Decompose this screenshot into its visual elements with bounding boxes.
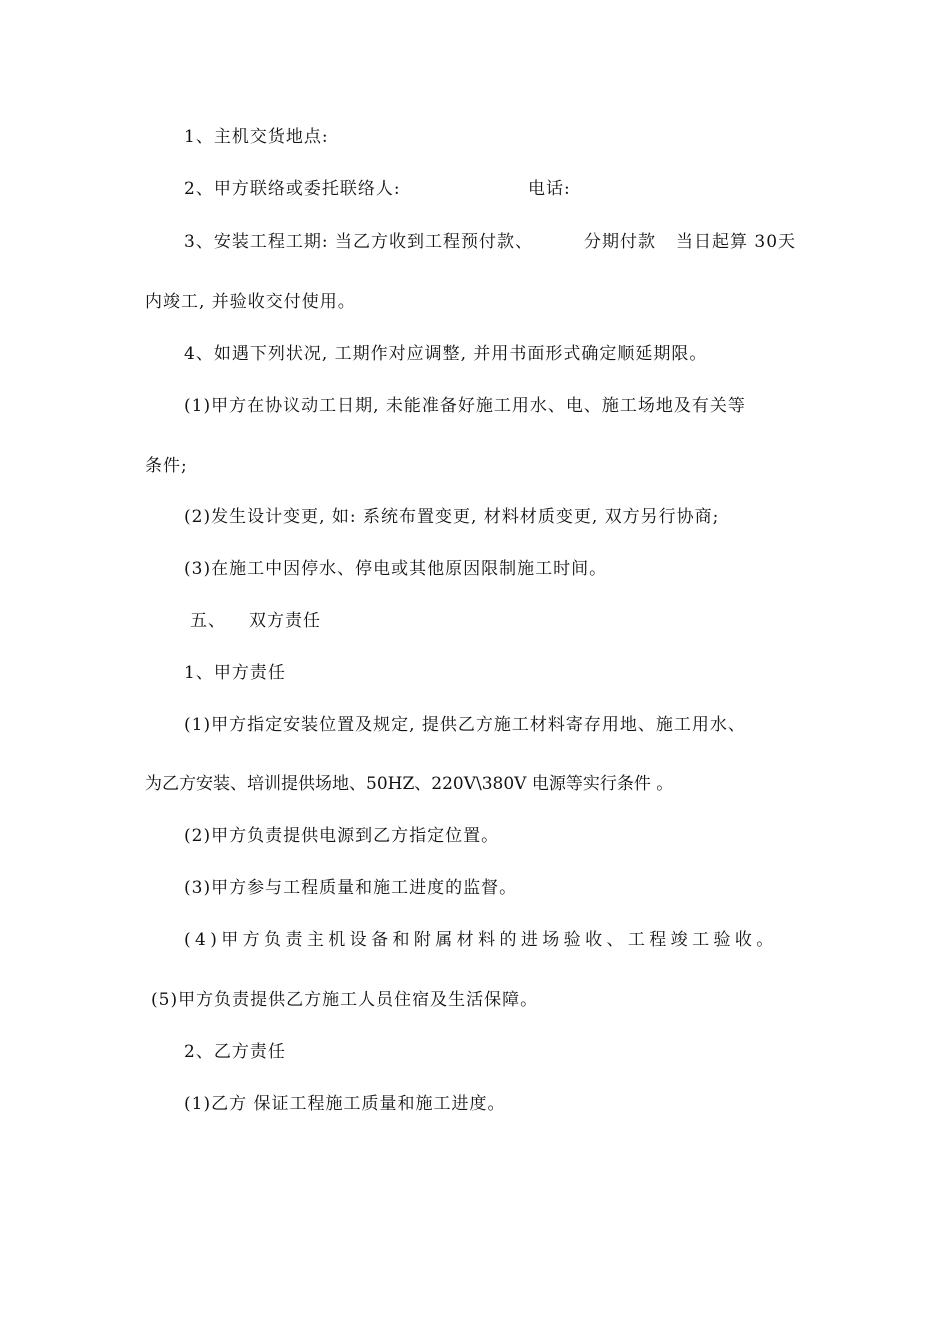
item-delivery-location: 1、主机交货地点:: [184, 127, 329, 147]
item-contact-person: 2、甲方联络或委托联络人:: [184, 179, 401, 199]
party-a-item-2: (2)甲方负责提供电源到乙方指定位置。: [184, 826, 500, 846]
party-a-item-4: (4)甲方负责主机设备和附属材料的进场验收、工程竣工验收。: [184, 930, 778, 950]
section-heading-title: 双方责任: [249, 611, 321, 631]
party-b-item-1: (1)乙方 保证工程施工质量和施工进度。: [184, 1094, 506, 1114]
party-a-item-1: (1)甲方指定安装位置及规定, 提供乙方施工材料寄存用地、施工用水、: [184, 715, 746, 735]
item-contact-phone: 电话:: [528, 179, 571, 199]
item-adjustment-2: (2)发生设计变更, 如: 系统布置变更, 材料材质变更, 双方另行协商;: [184, 507, 720, 527]
party-a-item-3: (3)甲方参与工程质量和施工进度的监督。: [184, 878, 518, 898]
item-adjustment-1: (1)甲方在协议动工日期, 未能准备好施工用水、电、施工场地及有关等: [184, 396, 746, 416]
item-construction-period-installment: 分期付款: [584, 232, 656, 252]
party-a-heading: 1、甲方责任: [184, 663, 286, 683]
item-construction-period: 3、安装工程工期: 当乙方收到工程预付款、: [184, 232, 533, 252]
party-a-item-1-cont: 为乙方安装、培训提供场地、50HZ、220V\380V 电源等实行条件 。: [145, 774, 674, 794]
item-adjustment-1-cont: 条件;: [145, 456, 188, 476]
item-construction-period-days: 当日起算 30天: [676, 232, 797, 252]
party-a-item-5: (5)甲方负责提供乙方施工人员住宿及生活保障。: [151, 990, 539, 1010]
item-period-adjustment: 4、如遇下列状况, 工期作对应调整, 并用书面形式确定顺延期限。: [184, 344, 708, 364]
item-construction-period-cont: 内竣工, 并验收交付使用。: [145, 292, 356, 312]
party-b-heading: 2、乙方责任: [184, 1042, 286, 1062]
item-adjustment-3: (3)在施工中因停水、停电或其他原因限制施工时间。: [184, 559, 608, 579]
section-heading-number: 五、: [190, 611, 226, 631]
